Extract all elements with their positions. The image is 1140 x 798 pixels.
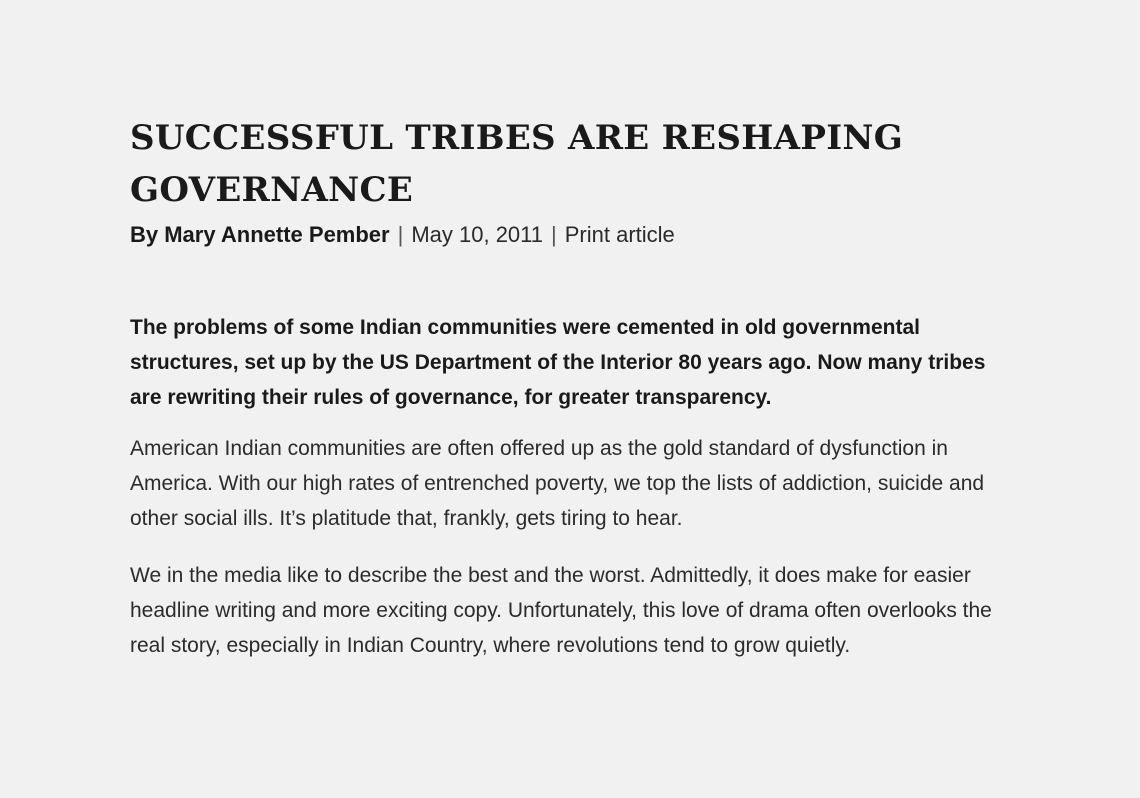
byline <box>130 220 1030 250</box>
byline-separator: | <box>397 222 404 247</box>
article-paragraph: American Indian communities are often offered up as the gold standard of dysfunction in America. With our high rates of entrenched poverty, we top the lists of addiction, suicide and other social ills. It’s platitude that, frankly, gets tiring to hear. <box>130 437 985 530</box>
article-headline: SUCCESSFUL TRIBES ARE RESHAPING GOVERNANCE <box>130 118 904 210</box>
print-article-link[interactable]: Print article <box>564 222 675 247</box>
article-lede: The problems of some Indian communities were cemented in old governmental structures, set up by the US Department of the Interior 80 years ago. Now many tribes are rewriting their rules of governance, for greater transparency. <box>130 316 986 409</box>
byline-author: By Mary Annette Pember <box>130 222 390 247</box>
article-paragraph: We in the media like to describe the best and the worst. Admittedly, it does make for easier headline writing and more exciting copy. Unfortunately, this love of drama often overlooks the real story, especially in Indian Country, where revolutions tend to grow quietly. <box>130 564 992 657</box>
byline-separator: | <box>551 222 557 247</box>
byline-date: May 10, 2011 <box>411 222 544 247</box>
article <box>130 112 1030 663</box>
